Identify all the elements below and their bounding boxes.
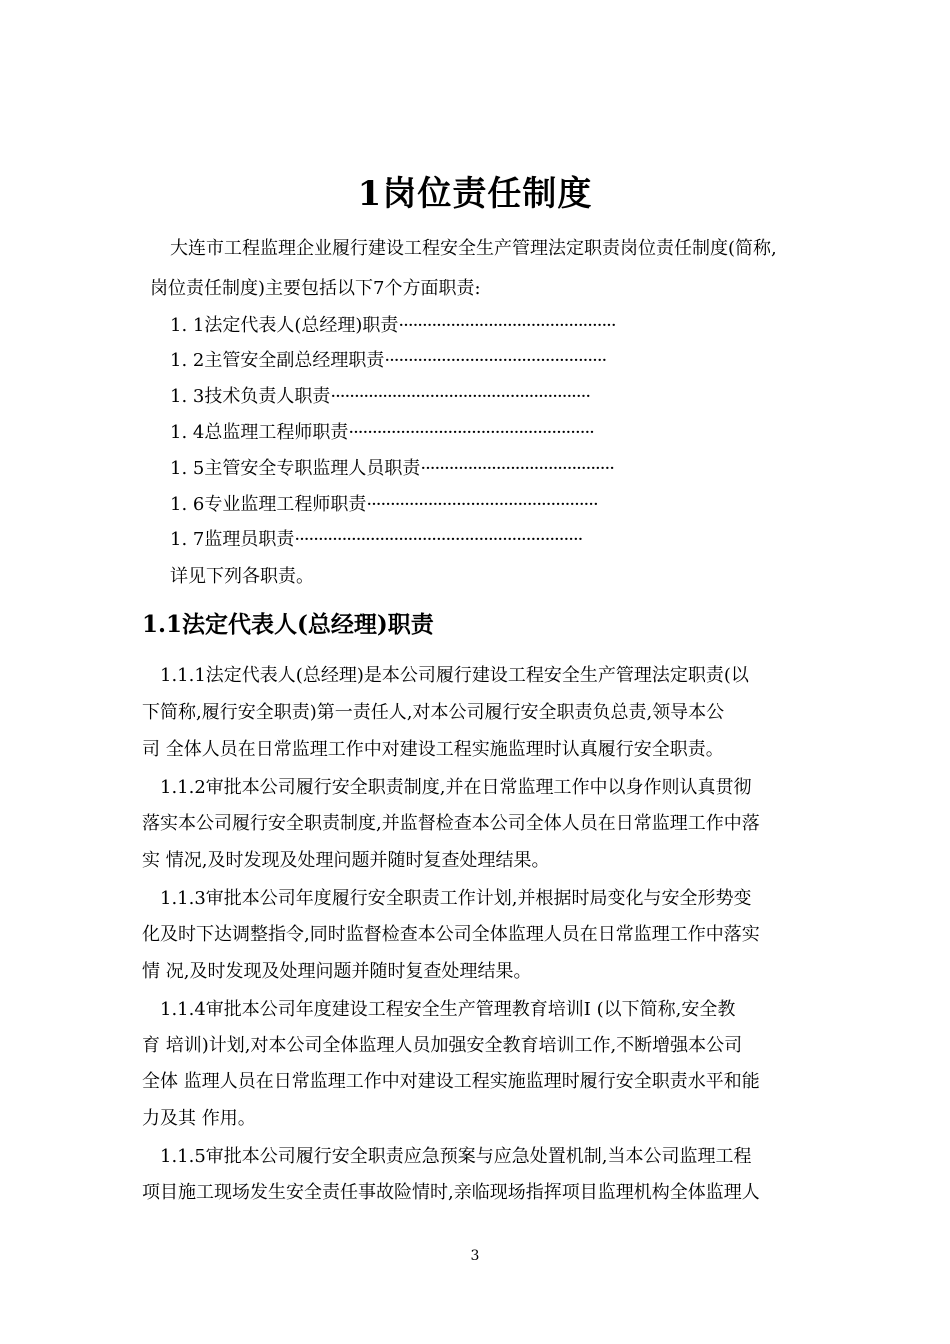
- paragraph-line: 项目施工现场发生安全责任事故险情时,亲临现场指挥项目监理机构全体监理人: [142, 1182, 760, 1203]
- toc-leader-dots: ·······················································: [330, 386, 591, 407]
- toc-item-1: [170, 313, 730, 339]
- page-title: 1岗位责任制度: [357, 174, 593, 214]
- see-below-text: 详见下列各职责。: [170, 566, 314, 587]
- paragraph-line: 情 况,及时发现及处理问题并随时复查处理结果。: [142, 961, 532, 982]
- toc-item-2: [170, 348, 730, 374]
- toc-leader-dots: ·················································: [366, 494, 598, 515]
- toc-item-label: 1. 1法定代表人(总经理)职责: [170, 315, 399, 336]
- toc-item-label: 1. 7监理员职责: [170, 529, 295, 550]
- toc-leader-dots: ·········································: [420, 458, 614, 479]
- paragraph-line: 1.1.1法定代表人(总经理)是本公司履行建设工程安全生产管理法定职责(以: [160, 665, 749, 686]
- paragraph-line: 实 情况,及时发现及处理问题并随时复查处理结果。: [142, 850, 550, 871]
- paragraph-line: 全体 监理人员在日常监理工作中对建设工程实施监理时履行安全职责水平和能: [142, 1071, 760, 1092]
- page-number: 3: [470, 1248, 480, 1264]
- toc-item-label: 1. 6专业监理工程师职责: [170, 494, 367, 515]
- paragraph-line: 落实本公司履行安全职责制度,并监督检查本公司全体人员在日常监理工作中落: [142, 813, 760, 834]
- toc-item-label: 1. 5主管安全专职监理人员职责: [170, 458, 421, 479]
- toc-leader-dots: ··············································: [398, 315, 616, 336]
- toc-item-3: [170, 384, 730, 410]
- toc-leader-dots: ····················································: [348, 422, 594, 443]
- paragraph-line: 力及其 作用。: [142, 1108, 256, 1129]
- toc-item-label: 1. 4总监理工程师职责: [170, 422, 349, 443]
- paragraph-line: 1.1.4审批本公司年度建设工程安全生产管理教育培训I (以下简称,安全教: [160, 999, 736, 1020]
- paragraph-line: 育 培训)计划,对本公司全体监理人员加强安全教育培训工作,不断增强本公司: [142, 1035, 743, 1056]
- toc-item-7: [170, 527, 730, 553]
- toc-item-label: 1. 2主管安全副总经理职责: [170, 350, 385, 371]
- toc-item-5: [170, 456, 730, 482]
- section-heading: 1.1法定代表人(总经理)职责: [142, 611, 434, 638]
- intro-line-1: 大连市工程监理企业履行建设工程安全生产管理法定职责岗位责任制度(简称,: [170, 238, 777, 259]
- intro-line-2: 岗位责任制度)主要包括以下7个方面职责:: [150, 278, 481, 299]
- toc-item-label: 1. 3技术负责人职责: [170, 386, 331, 407]
- toc-leader-dots: ···············································: [384, 350, 607, 371]
- paragraph-line: 下简称,履行安全职责)第一责任人,对本公司履行安全职责负总责,领导本公: [142, 702, 725, 723]
- paragraph-line: 1.1.3审批本公司年度履行安全职责工作计划,并根据时局变化与安全形势变: [160, 888, 752, 909]
- paragraph-line: 1.1.2审批本公司履行安全职责制度,并在日常监理工作中以身作则认真贯彻: [160, 777, 752, 798]
- paragraph-line: 司 全体人员在日常监理工作中对建设工程实施监理时认真履行安全职责。: [142, 739, 724, 760]
- paragraph-line: 化及时下达调整指令,同时监督检查本公司全体监理人员在日常监理工作中落实: [142, 924, 760, 945]
- toc-leader-dots: ·····························································: [294, 529, 583, 550]
- toc-item-6: [170, 492, 730, 518]
- paragraph-line: 1.1.5审批本公司履行安全职责应急预案与应急处置机制,当本公司监理工程: [160, 1146, 752, 1167]
- toc-item-4: [170, 420, 730, 446]
